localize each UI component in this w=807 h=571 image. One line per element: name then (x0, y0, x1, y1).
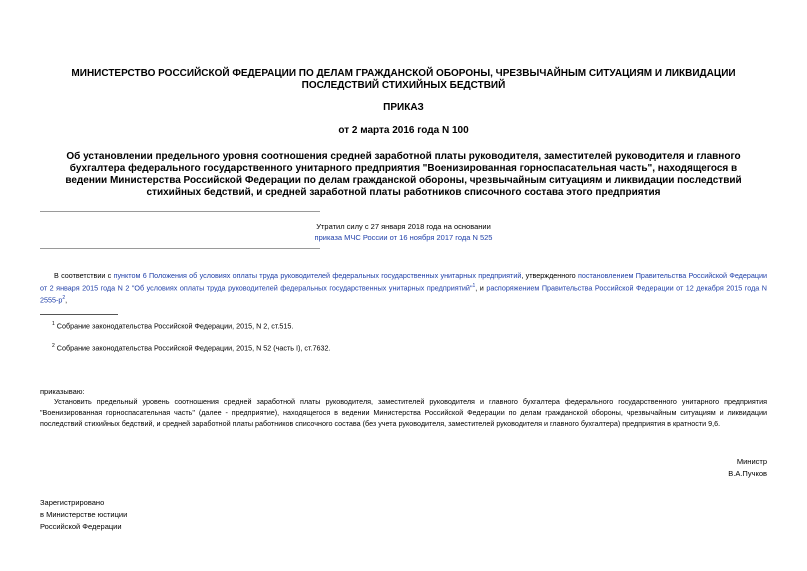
basis-text-4: , (65, 295, 68, 305)
footnote-2-text: Собрание законодательства Российской Федерации, 2015, N 52 (часть I), ст.7632. (54, 343, 331, 353)
footnote-ref-1[interactable]: 1 (472, 283, 476, 289)
status-note (290, 221, 517, 243)
status-lost-force-text: Утратил силу с 27 января 2018 года на основании (316, 222, 491, 231)
document-date-number: от 2 марта 2016 года N 100 (338, 125, 469, 136)
order-word: приказываю: (40, 387, 85, 396)
footnote-divider (40, 314, 118, 315)
link-government-decree-2[interactable]: постановлением Правительства Российской Федерации от 2 января 2015 года N 2 "Об условиях оплаты труда руководителей федеральных государственных унитарных предприятий" (40, 271, 767, 293)
signatory-name: В.А.Пучков (728, 469, 767, 478)
basis-text-3: , и (475, 283, 487, 293)
basis-text-1: В соответствии с (54, 271, 114, 280)
link-government-order-2555[interactable]: распоряжением Правительства Российской Федерации от 12 декабря 2015 года N 2555-р (40, 283, 767, 305)
footnote-ref-2[interactable]: 2 (62, 295, 66, 302)
basis-text-2: , утвержденного (521, 271, 578, 280)
registration-block (40, 497, 127, 533)
document-subject: Об установлении предельного уровня соотношения средней заработной платы руководителя, заместителей руководителя и главного бухгалтера федерального государственного унитарного предприятия "Военизированная горноспасательная часть", находящегося в ведении Министерства Российской Федерации по делам гражданской обороны, чрезвычайным ситуациям и ликвидации последствий стихийных бедствий, и средней заработной платы работников списочного состава этого предприятия (65, 151, 742, 198)
document-type: ПРИКАЗ (383, 102, 424, 113)
signatory-title: Министр (736, 457, 767, 466)
basis-paragraph (40, 270, 767, 306)
footnote-2 (52, 341, 330, 353)
footnote-1-mark: 1 (52, 321, 55, 327)
decision-text: Установить предельный уровень соотношения средней заработной платы руководителя, заместителей руководителя и главного бухгалтера федерального государственного унитарного предприятия "Военизированная горноспасательная часть" (далее - предприятие), находящегося в ведении Министерства Российской Федерации по делам гражданской обороны, чрезвычайным ситуациям и ликвидации последствий стихийных бедствий, и средней заработной платы работников списочного состава (без учета руководителя, заместителей руководителя и главного бухгалтера) предприятия в кратности 9,6. (40, 397, 767, 428)
divider-bottom (40, 248, 320, 249)
registration-line-2: в Министерстве юстиции (40, 510, 128, 519)
signature-block (728, 456, 767, 480)
footnote-1 (52, 319, 293, 331)
decision-paragraph (40, 396, 767, 429)
registration-line-3: Российской Федерации (40, 522, 122, 531)
footnote-1-text: Собрание законодательства Российской Федерации, 2015, N 2, ст.515. (54, 321, 294, 331)
footnote-2-mark: 2 (52, 343, 55, 349)
link-clause-6-regulation[interactable]: пунктом 6 Положения об условиях оплаты труда руководителей федеральных государственных унитарных предприятий (113, 271, 522, 280)
registration-line-1: Зарегистрировано (40, 498, 105, 507)
divider-top (40, 211, 320, 212)
ministry-heading: МИНИСТЕРСТВО РОССИЙСКОЙ ФЕДЕРАЦИИ ПО ДЕЛАМ ГРАЖДАНСКОЙ ОБОРОНЫ, ЧРЕЗВЫЧАЙНЫМ СИТУАЦИЯМ И ЛИКВИДАЦИИ ПОСЛЕДСТВИЙ СТИХИЙНЫХ БЕДСТВИЙ (71, 68, 736, 91)
status-link-order-525[interactable]: приказа МЧС России от 16 ноября 2017 года N 525 (314, 233, 493, 242)
